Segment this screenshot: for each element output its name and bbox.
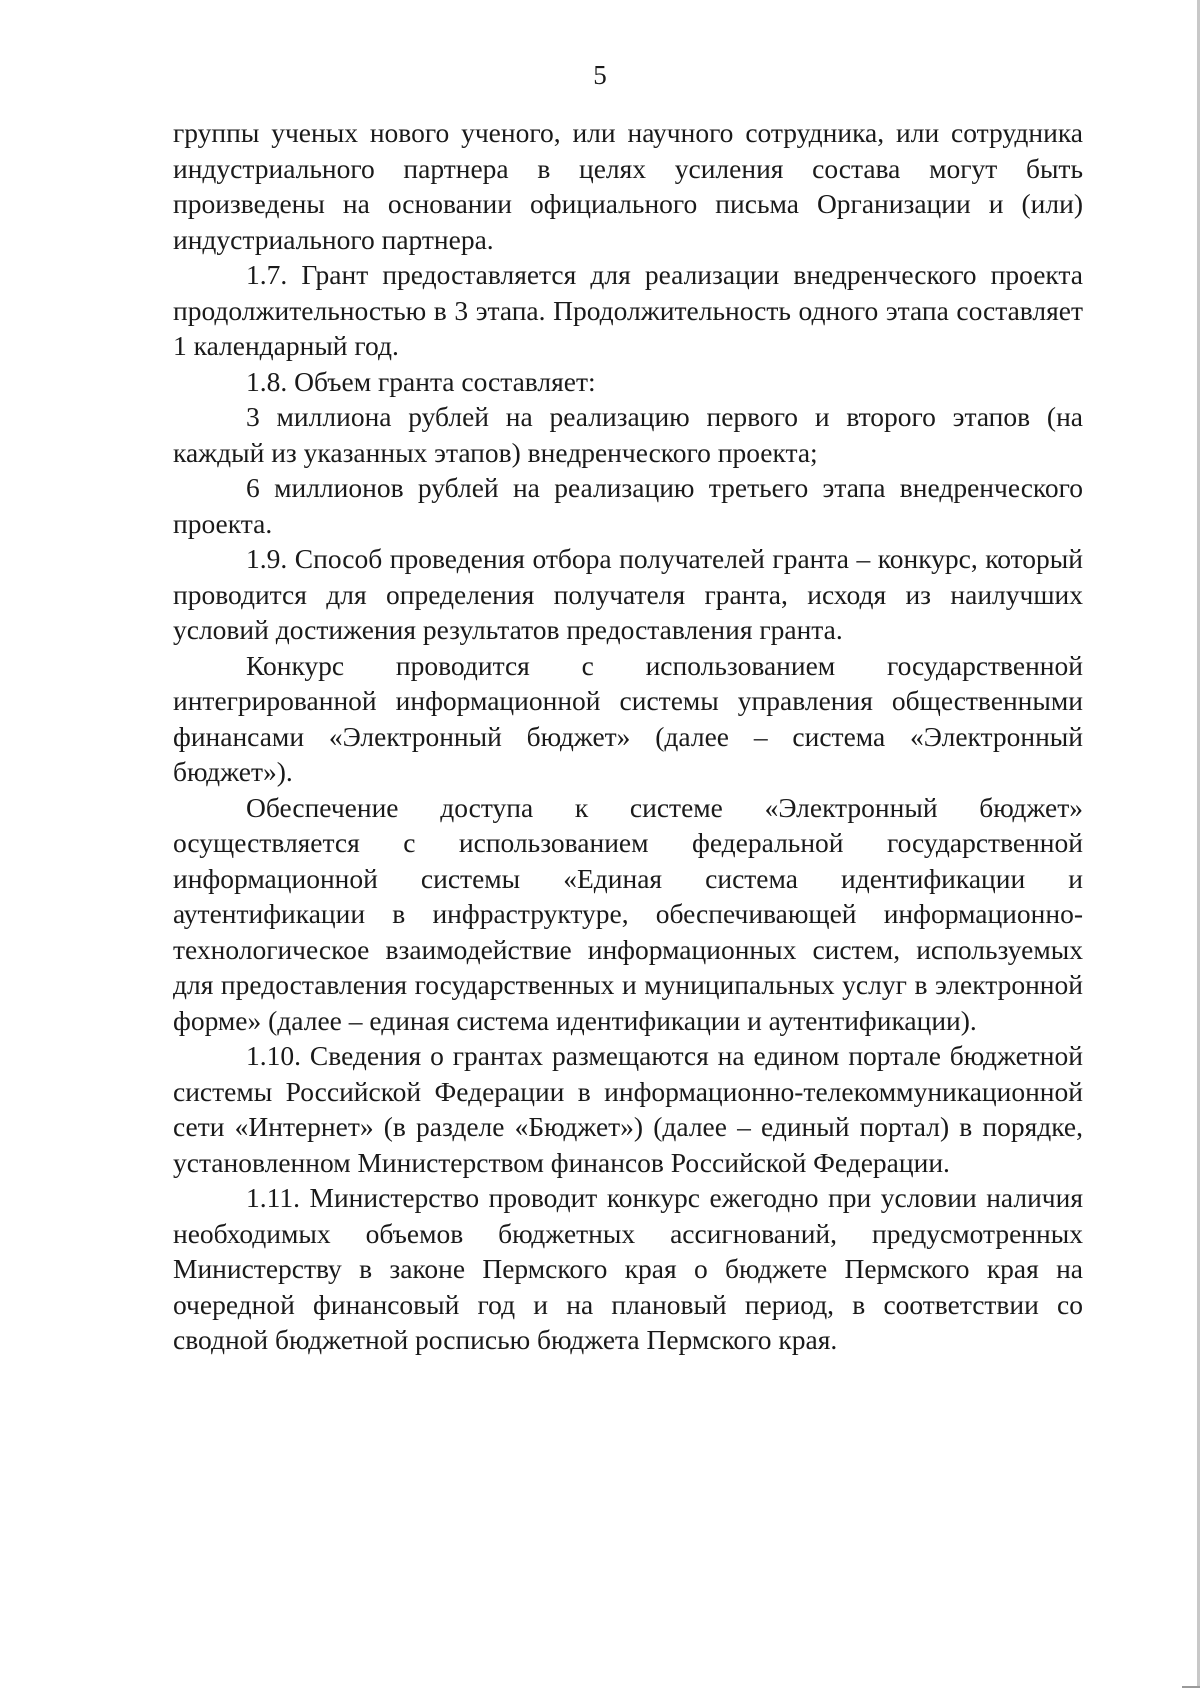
paragraph-1-11: 1.11. Министерство проводит конкурс ежегодно при условии наличия необходимых объемов бюджетных ассигнований, предусмотренных Министерству в законе Пермского края о бюджете Пермского края на очередной финансовый год и на плановый период, в соответствии со сводной бюджетной росписью бюджета Пермского края. — [173, 1182, 1083, 1355]
paragraph-continuation: группы ученых нового ученого, или научного сотрудника, или сотрудника индустриального партнера в целях усиления состава могут быть произведены на основании официального письма Организации и (или) индустриального партнера. — [173, 117, 1083, 255]
paragraph-1-9: 1.9. Способ проведения отбора получателей гранта – конкурс, который проводится для определения получателя гранта, исходя из наилучших условий достижения результатов предоставления гранта. — [173, 543, 1083, 645]
paragraph-grant-stage-1-2: 3 миллиона рублей на реализацию первого и второго этапов (на каждый из указанных этапов) внедренческого проекта; — [173, 401, 1083, 468]
page-number: 5 — [593, 60, 607, 90]
paragraph-1-10: 1.10. Сведения о грантах размещаются на едином портале бюджетной системы Российской Федерации в информационно-телекоммуникационной сети «Интернет» (в разделе «Бюджет») (далее – единый портал) в порядке, установленном Министерством финансов Российской Федерации. — [173, 1040, 1083, 1178]
paragraph-1-7: 1.7. Грант предоставляется для реализации внедренческого проекта продолжительностью в 3 этапа. Продолжительность одного этапа составляет 1 календарный год. — [173, 259, 1083, 361]
paragraph-contest-system: Конкурс проводится с использованием государственной интегрированной информационной системы управления общественными финансами «Электронный бюджет» (далее – система «Электронный бюджет»). — [173, 649, 1083, 787]
paragraph-1-8: 1.8. Объем гранта составляет: — [246, 365, 596, 397]
paragraph-system-access: Обеспечение доступа к системе «Электронный бюджет» осуществляется с использованием федеральной государственной информационной системы «Единая система идентификации и аутентификации в инфраструктуре, обеспечивающей информационно-технологическое взаимодействие информационных систем, используемых для предоставления государственных и муниципальных услуг в электронной форме» (далее – единая система идентификации и аутентификации). — [173, 791, 1083, 1036]
document-body — [173, 115, 1083, 1358]
paragraph-grant-stage-3: 6 миллионов рублей на реализацию третьего этапа внедренческого проекта. — [173, 472, 1083, 539]
